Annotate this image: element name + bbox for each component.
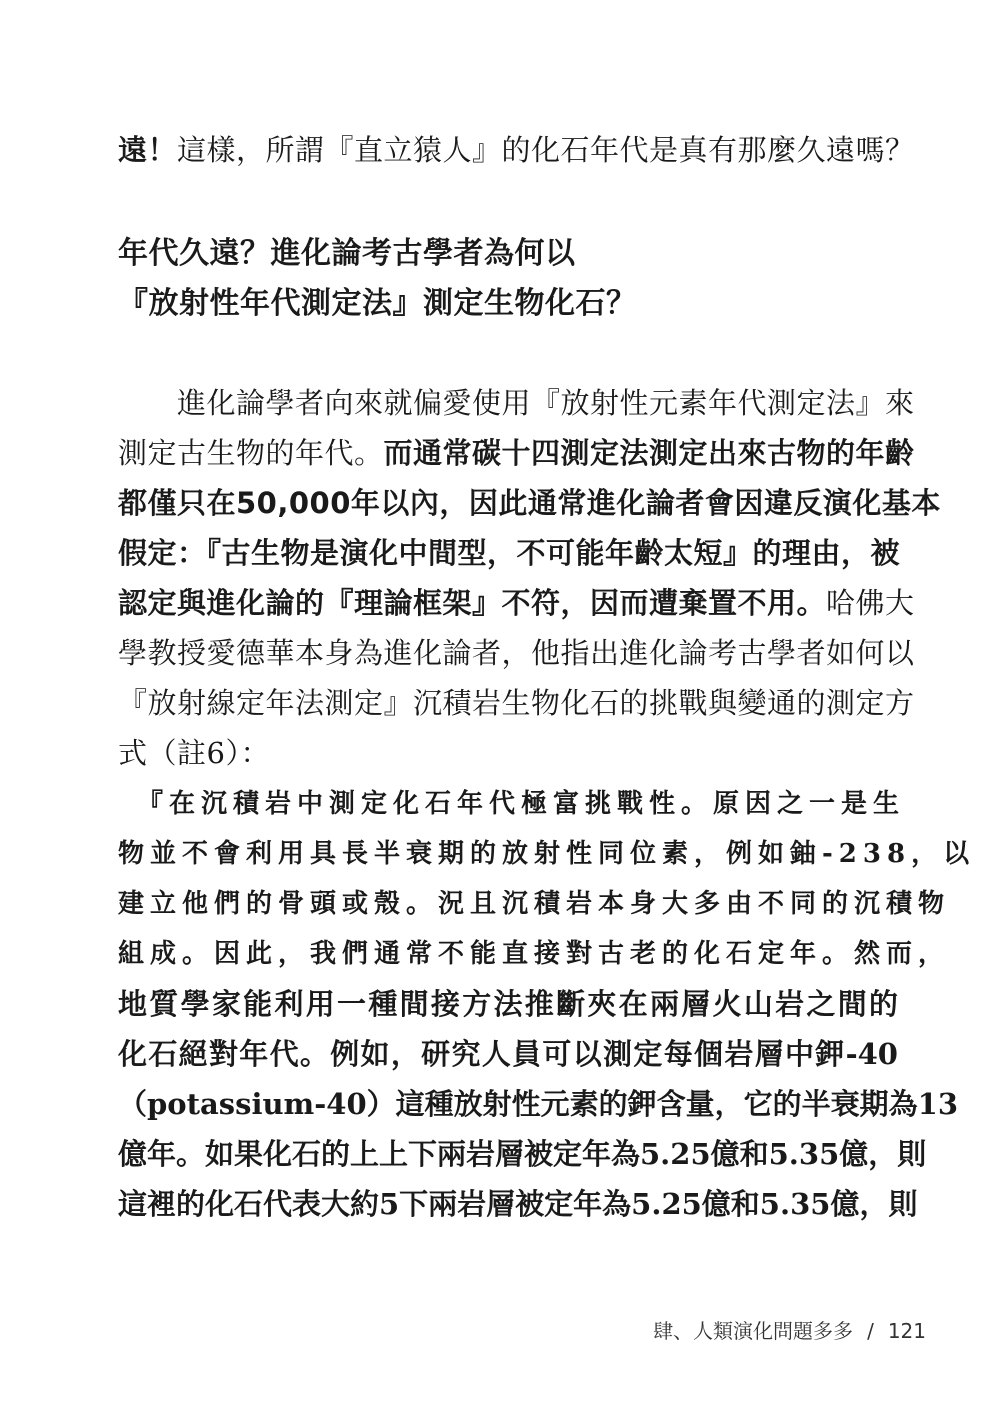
section-heading-line-2: 『放射性年代測定法』測定生物化石？ — [118, 286, 637, 321]
emphasis-text: 遠！ — [118, 133, 178, 167]
section-heading-line-1: 年代久遠？進化論考古學者為何以 — [118, 236, 576, 271]
quote-line-7: （potassium-40）這種放射性元素的鉀含量，它的半衰期為13 — [118, 1087, 958, 1121]
body-line-0 — [118, 130, 915, 170]
quote-line-3: 建立他們的骨頭或殼。況且沉積岩本身大多由不同的沉積物 — [118, 889, 951, 919]
para-line-3: 都僅只在50,000年以內，因此通常進化論者會因違反演化基本 — [118, 486, 941, 520]
quote-line-1: 『在沉積岩中測定化石年代極富挑戰性。原因之一是生 — [118, 789, 906, 819]
para-line-5-text: 哈佛大 — [826, 586, 915, 620]
para-line-5-emphasis: 認定與進化論的『理論框架』不符，因而遭棄置不用。 — [118, 586, 827, 620]
para-line-8: 式（註6）： — [118, 736, 270, 770]
para-line-7: 『放射線定年法測定』沉積岩生物化石的挑戰與變通的測定方 — [118, 686, 915, 720]
para-line-6: 學教授愛德華本身為進化論者，他指出進化論考古學者如何以 — [118, 636, 915, 670]
para-line-4: 假定：『古生物是演化中間型，不可能年齡太短』的理由，被 — [118, 536, 901, 570]
quote-line-4: 組成。因此，我們通常不能直接對古老的化石定年。然而， — [118, 939, 951, 969]
para-line-2 — [118, 433, 915, 473]
page-number: 121 — [887, 1319, 926, 1343]
quote-line-6: 化石絕對年代。例如，研究人員可以測定每個岩層中鉀-40 — [118, 1037, 898, 1071]
quote-line-8: 億年。如果化石的上上下兩岩層被定年為5.25億和5.35億，則 — [118, 1137, 927, 1171]
quote-line-2: 物並不會利用具長半衰期的放射性同位素，例如鈾-238，以 — [118, 839, 976, 869]
chapter-title: 肆、人類演化問題多多 — [653, 1319, 854, 1343]
quote-line-9: 這裡的化石代表大約5下兩岩層被定年為5.25億和5.35億，則 — [118, 1187, 918, 1221]
page-footer — [653, 1316, 926, 1346]
para-line-2-text: 測定古生物的年代。 — [118, 436, 384, 470]
body-text: 這樣，所謂『直立猿人』的化石年代是真有那麼久遠嗎？ — [177, 133, 915, 167]
footer-separator: / — [867, 1319, 874, 1343]
quote-line-5: 地質學家能利用一種間接方法推斷夾在兩層火山岩之間的 — [118, 987, 898, 1021]
para-line-1: 進化論學者向來就偏愛使用『放射性元素年代測定法』來 — [118, 386, 915, 420]
para-line-5 — [118, 583, 915, 623]
para-line-2-emphasis: 而通常碳十四測定法測定出來古物的年齡 — [383, 436, 915, 470]
